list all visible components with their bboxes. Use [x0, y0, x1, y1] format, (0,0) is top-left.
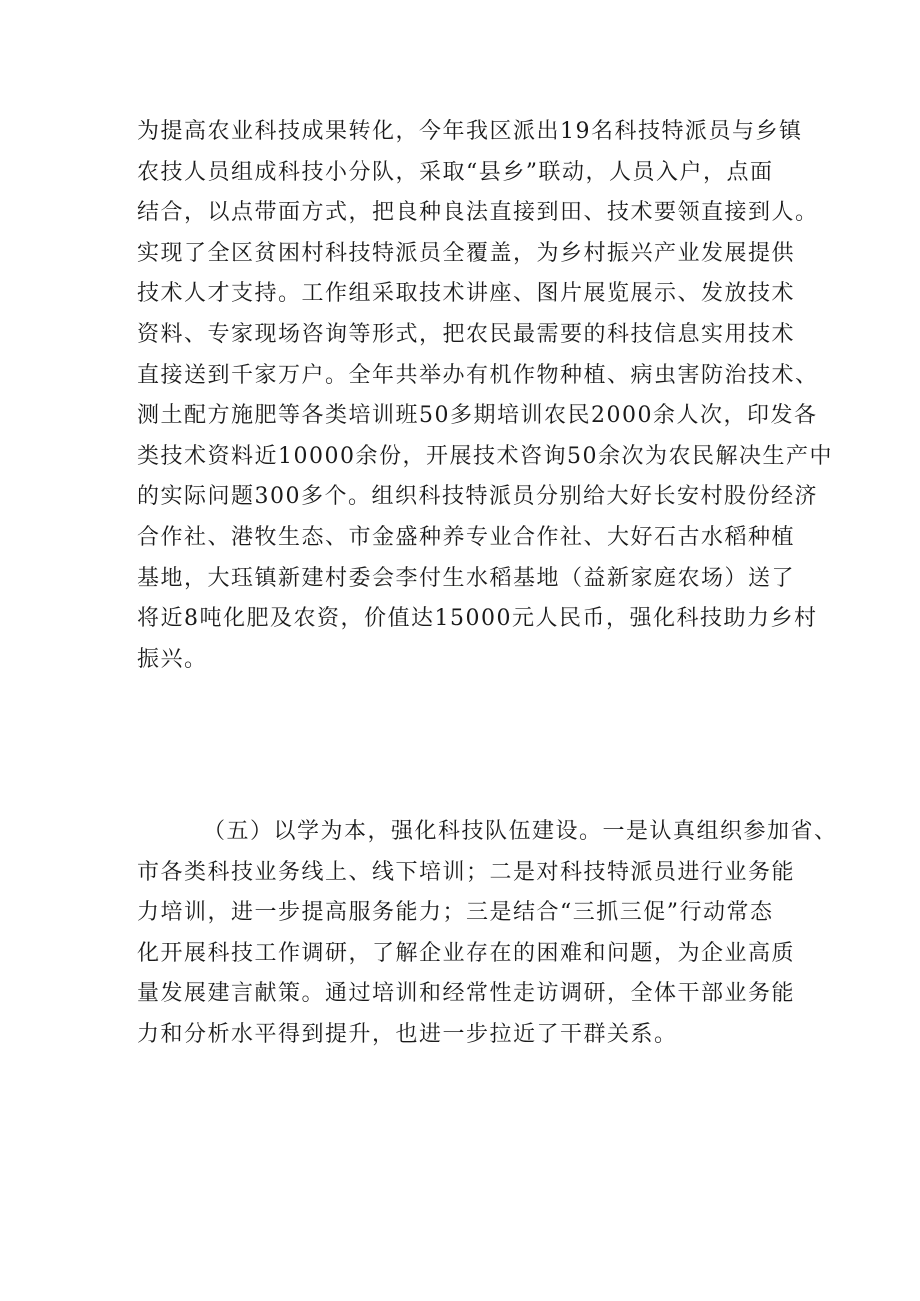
text-line: 振兴。: [137, 646, 208, 672]
text-line: 的实际问题300多个。组织科技特派员分别给大好长安村股份经济: [137, 484, 818, 510]
text-line: 为提高农业科技成果转化，今年我区派出19名科技特派员与乡镇: [137, 119, 803, 144]
text-line: 量发展建言献策。通过培训和经常性走访调研，全体干部业务能: [137, 981, 796, 1007]
text-line: 将近8吨化肥及农资，价值达15000元人民币，强化科技助力乡村: [137, 606, 818, 632]
text-line: 类技术资料近10000余份，开展技术咨询50余次为农民解决生产中: [137, 443, 833, 469]
text-line: 基地，大珏镇新建村委会李付生水稻基地（益新家庭农场）送了: [137, 565, 796, 591]
text-line: 技术人才支持。工作组采取技术讲座、图片展览展示、发放技术: [137, 281, 796, 307]
text-line: 实现了全区贫困村科技特派员全覆盖，为乡村振兴产业发展提供: [137, 240, 796, 266]
text-line: 农技人员组成科技小分队，采取“县乡”联动，人员入户，点面: [137, 159, 774, 185]
text-line: （五）以学为本，强化科技队伍建设。一是认真组织参加省、: [203, 819, 838, 844]
text-line: 市各类科技业务线上、线下培训；二是对科技特派员进行业务能: [137, 859, 796, 885]
paragraph-team-building: [137, 812, 838, 1056]
text-line: 测土配方施肥等各类培训班50多期培训农民2000余人次，印发各: [137, 403, 818, 429]
text-line: 力和分析水平得到提升，也进一步拉近了干群关系。: [137, 1021, 678, 1047]
text-line: 力培训，进一步提高服务能力；三是结合“三抓三促”行动常态: [137, 900, 774, 926]
text-line: 合作社、港牧生态、市金盛种养专业合作社、大好石古水稻种植: [137, 524, 796, 550]
text-line: 化开展科技工作调研，了解企业存在的困难和问题，为企业高质: [137, 940, 796, 966]
text-line: 直接送到千家万户。全年共举办有机作物种植、病虫害防治技术、: [137, 362, 819, 388]
text-line: 资料、专家现场咨询等形式，把农民最需要的科技信息实用技术: [137, 321, 796, 347]
paragraph-tech-achievement: [137, 112, 833, 680]
text-line: 结合，以点带面方式，把良种良法直接到田、技术要领直接到人。: [137, 200, 819, 226]
